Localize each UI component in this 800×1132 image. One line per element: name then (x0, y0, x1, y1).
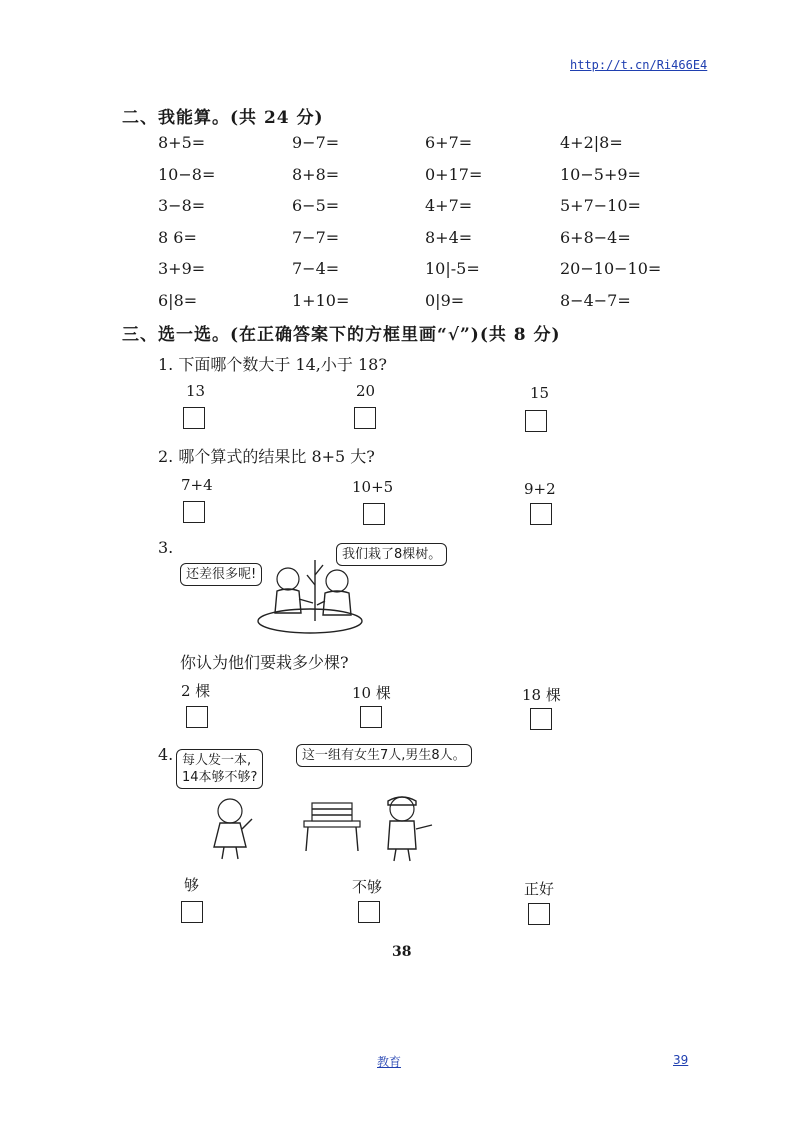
calc-item: 3−8= (158, 196, 206, 215)
q2-checkbox-3[interactable] (530, 503, 552, 525)
q3-number: 3. (158, 538, 174, 557)
calc-item: 5+7−10= (560, 196, 641, 215)
q4-checkbox-2[interactable] (358, 901, 380, 923)
calc-item: 3+9= (158, 259, 206, 278)
calc-item: 9−7= (292, 133, 340, 152)
q2-checkbox-1[interactable] (183, 501, 205, 523)
q3-question: 你认为他们要栽多少棵? (180, 653, 349, 672)
calc-item: 7−4= (292, 259, 340, 278)
calc-item: 0|9= (425, 290, 465, 310)
calc-item: 4+2|8= (560, 133, 623, 152)
q4-option-2: 不够 (352, 878, 383, 896)
q4-option-3: 正好 (524, 880, 555, 898)
q2-checkbox-2[interactable] (363, 503, 385, 525)
q4-checkbox-1[interactable] (181, 901, 203, 923)
q3-option-3: 18 棵 (522, 686, 561, 704)
q4-bubble-left-line1: 每人发一本, (182, 753, 252, 768)
q3-checkbox-3[interactable] (530, 708, 552, 730)
section3-title: 三、选一选。(在正确答案下的方框里画“√”)(共 8 分) (122, 325, 561, 345)
calc-item: 10−5+9= (560, 164, 641, 184)
calc-item: 6+8−4= (560, 227, 631, 247)
calc-item: 8+5= (158, 133, 206, 152)
calc-item: 7−7= (292, 227, 340, 247)
q3-bubble-right: 我们栽了8棵树。 (336, 543, 447, 566)
calc-item: 0+17= (425, 164, 483, 184)
calc-item: 6−5= (292, 196, 340, 215)
calc-item: 20−10−10= (560, 259, 662, 278)
q2-text: 2. 哪个算式的结果比 8+5 大? (158, 447, 375, 466)
q4-bubble-right: 这一组有女生7人,男生8人。 (296, 744, 472, 767)
q3-option-1: 2 棵 (181, 682, 211, 700)
q3-checkbox-1[interactable] (186, 706, 208, 728)
q2-option-2: 10+5 (352, 478, 394, 496)
calc-item: 6|8= (158, 290, 198, 310)
q4-bubble-left-line2: 14本够不够? (182, 770, 258, 785)
q1-checkbox-1[interactable] (183, 407, 205, 429)
calc-item: 8+4= (425, 227, 473, 247)
q1-checkbox-2[interactable] (354, 407, 376, 429)
girl-table-boy-illustration (200, 795, 450, 870)
footer-link-left[interactable]: 教育 (377, 1055, 402, 1069)
calc-item: 4+7= (425, 196, 473, 215)
calc-item: 6+7= (425, 133, 473, 152)
q1-text: 1. 下面哪个数大于 14,小于 18? (158, 355, 387, 374)
q1-option-3: 15 (530, 384, 550, 402)
page-number: 38 (392, 944, 412, 960)
q4-option-1: 够 (184, 876, 200, 894)
q4-bubble-left (176, 749, 263, 789)
calc-item: 10−8= (158, 164, 216, 184)
q2-option-1: 7+4 (181, 476, 213, 494)
q3-option-2: 10 棵 (352, 684, 391, 702)
q4-checkbox-3[interactable] (528, 903, 550, 925)
footer-link-right[interactable]: 39 (673, 1053, 689, 1067)
q3-bubble-left: 还差很多呢! (180, 563, 262, 586)
calc-item: 8−4−7= (560, 290, 631, 310)
calc-item: 10|-5= (425, 259, 480, 278)
q4-number: 4. (158, 745, 174, 764)
q1-checkbox-3[interactable] (525, 410, 547, 432)
children-planting-tree-illustration (255, 555, 365, 635)
q1-option-2: 20 (356, 382, 376, 400)
calc-item: 1+10= (292, 290, 350, 310)
q3-checkbox-2[interactable] (360, 706, 382, 728)
calc-item: 8+8= (292, 164, 340, 184)
section2-title: 二、我能算。(共 24 分) (122, 108, 324, 128)
q2-option-3: 9+2 (524, 480, 556, 498)
header-url-link[interactable]: http://t.cn/Ri466E4 (570, 58, 708, 72)
q1-option-1: 13 (186, 382, 206, 400)
calc-item: 8 6= (158, 227, 197, 247)
